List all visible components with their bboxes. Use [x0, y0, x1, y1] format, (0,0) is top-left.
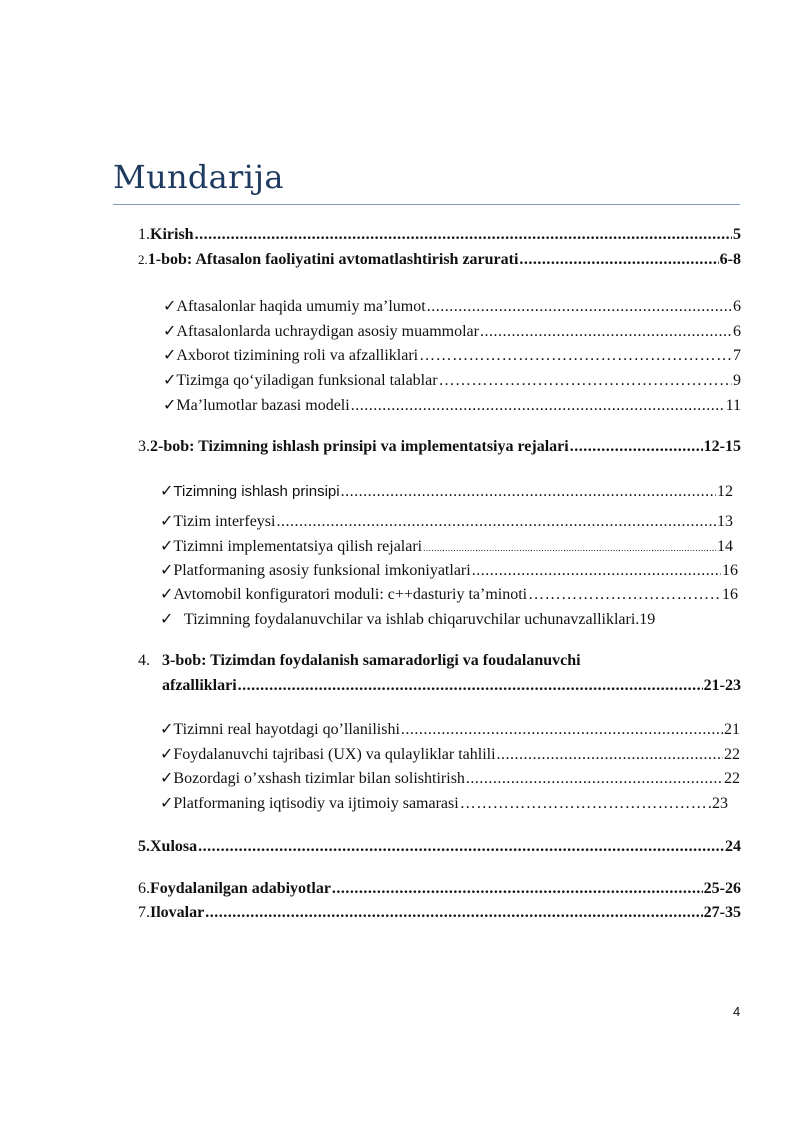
leader-dots: [460, 795, 711, 813]
leader-dots: [351, 397, 725, 415]
entry-page: 21-23: [703, 677, 741, 694]
toc-subentry[interactable]: [163, 345, 741, 365]
toc-subentry[interactable]: [160, 511, 733, 531]
entry-page: 16: [722, 562, 738, 579]
checkmark-icon: ✓: [160, 483, 174, 500]
leader-dots: [195, 226, 732, 244]
toc-subentry[interactable]: [160, 481, 733, 501]
leader-dots: [519, 251, 718, 269]
toc-subentry[interactable]: [163, 321, 741, 341]
entry-page: 27-35: [703, 904, 741, 921]
checkmark-icon: ✓: [160, 746, 174, 763]
checkmark-icon: ✓: [163, 347, 177, 364]
leader-dots: [423, 543, 716, 553]
entry-title: Tizimni real hayotdagi qo’llanilishi: [173, 721, 400, 738]
leader-dots: [427, 298, 732, 316]
entry-title: Xulosa: [150, 838, 198, 855]
entry-page: 6-8: [719, 251, 741, 268]
entry-page: 7: [733, 347, 741, 364]
entry-title: Aftasalonlarda uchraydigan asosiy muammolar: [176, 323, 479, 340]
entry-page: 6: [733, 298, 741, 315]
toc-subentry[interactable]: [160, 584, 738, 604]
entry-page: 25-26: [703, 880, 741, 897]
entry-number: 3.: [138, 438, 150, 455]
entry-title: Foydalanuvchi tajribasi (UX) va qulayliklar tahlili: [173, 746, 496, 763]
checkmark-icon: ✓: [160, 795, 174, 812]
entry-title: Kirish: [150, 226, 194, 243]
checkmark-icon: ✓: [160, 562, 174, 579]
entry-title: Tizimning foydalanuvchilar va ishlab chiqaruvchilar uchunavzalliklari.19: [184, 611, 656, 628]
entry-page: 12-15: [703, 438, 741, 455]
toc-entry-chapter-3[interactable]: [138, 652, 741, 670]
leader-dots: [276, 513, 716, 531]
entry-title: Aftasalonlar haqida umumiy ma’lumot: [176, 298, 426, 315]
leader-dots: [528, 586, 721, 604]
checkmark-icon: ✓: [160, 721, 174, 738]
checkmark-icon: ✓: [160, 611, 174, 628]
entry-page: 6: [733, 323, 741, 340]
entry-title: Bozordagi o’xshash tizimlar bilan solishtirish: [173, 770, 465, 787]
toc-entry-kirish[interactable]: [138, 226, 741, 244]
leader-dots: [205, 904, 702, 922]
toc-subentry[interactable]: [160, 536, 733, 556]
toc-entry-xulosa[interactable]: [138, 838, 741, 856]
toc-subentry[interactable]: [160, 793, 728, 813]
entry-title: Ma’lumotlar bazasi modeli: [176, 397, 350, 414]
entry-title: Avtomobil konfiguratori moduli: c++dasturiy ta’minoti: [173, 586, 528, 603]
entry-title: Ilovalar: [150, 904, 205, 921]
toc-entry-chapter-1[interactable]: [138, 251, 741, 269]
entry-page: 5: [733, 226, 741, 243]
toc-subentry[interactable]: [163, 296, 741, 316]
entry-number: 1.: [138, 226, 150, 243]
leader-dots: [466, 770, 723, 788]
entry-number: 2.: [138, 252, 148, 267]
toc-subentry[interactable]: [160, 609, 740, 629]
entry-page: 24: [725, 838, 741, 855]
leader-dots: [439, 372, 732, 390]
leader-dots: [497, 746, 723, 764]
entry-title: Platformaning iqtisodiy va ijtimoiy samarasi: [173, 795, 459, 812]
toc-entry-chapter-2[interactable]: [138, 438, 741, 456]
toc-subentry[interactable]: [163, 395, 741, 415]
entry-page: 13: [717, 513, 733, 530]
toc-entry-appendices[interactable]: [138, 904, 741, 922]
entry-number: 7.: [138, 904, 150, 921]
page-title: Mundarija: [113, 158, 284, 196]
entry-page: 23: [712, 795, 728, 812]
toc-subentry[interactable]: [160, 768, 740, 788]
leader-dots: [419, 347, 732, 365]
entry-title: Foydalanilgan adabiyotlar: [150, 880, 331, 897]
leader-dots: [332, 880, 703, 898]
leader-dots: [472, 562, 721, 580]
entry-title: 2-bob: Tizimning ishlash prinsipi va implementatsiya rejalari: [150, 438, 569, 455]
entry-page: 9: [733, 372, 741, 389]
leader-dots: [401, 721, 723, 739]
leader-dots: [570, 438, 703, 456]
entry-number: 4.: [138, 652, 150, 669]
page-number: 4: [733, 1004, 741, 1019]
toc-subentry[interactable]: [160, 744, 740, 764]
entry-page: 22: [724, 746, 740, 763]
entry-page: 12: [717, 483, 733, 500]
checkmark-icon: ✓: [163, 323, 177, 340]
entry-page: 16: [722, 586, 738, 603]
entry-title: Tizimni implementatsiya qilish rejalari: [173, 538, 423, 555]
toc-entry-chapter-3-cont[interactable]: [162, 677, 741, 695]
entry-title: Platformaning asosiy funksional imkoniyatlari: [173, 562, 471, 579]
entry-title: Tizimning ishlash prinsipi: [173, 483, 340, 500]
entry-page: 22: [724, 770, 740, 787]
entry-title: afzalliklari: [162, 677, 237, 694]
leader-dots: [341, 483, 716, 501]
leader-dots: [480, 323, 732, 341]
toc-entry-references[interactable]: [138, 880, 741, 898]
entry-title: 3-bob: Tizimdan foydalanish samaradorligi va foudalanuvchi: [162, 652, 581, 669]
entry-title: Tizimga qo‘yiladigan funksional talablar: [176, 372, 438, 389]
checkmark-icon: ✓: [160, 586, 174, 603]
entry-title: Tizim interfeysi: [173, 513, 276, 530]
leader-dots: [238, 677, 703, 695]
entry-title: 1-bob: Aftasalon faoliyatini avtomatlashtirish zarurati: [147, 251, 519, 268]
entry-number: 6.: [138, 880, 150, 897]
checkmark-icon: ✓: [163, 397, 177, 414]
entry-page: 11: [725, 397, 741, 414]
toc-subentry[interactable]: [160, 719, 740, 739]
entry-number: 5.: [138, 838, 150, 855]
checkmark-icon: ✓: [160, 770, 174, 787]
title-underline: [113, 204, 740, 205]
checkmark-icon: ✓: [160, 513, 174, 530]
toc-subentry[interactable]: [160, 560, 738, 580]
toc-subentry[interactable]: [163, 370, 741, 390]
entry-page: 14: [717, 538, 733, 555]
checkmark-icon: ✓: [163, 372, 177, 389]
checkmark-icon: ✓: [163, 298, 177, 315]
checkmark-icon: ✓: [160, 538, 174, 555]
entry-page: 21: [724, 721, 740, 738]
leader-dots: [198, 838, 724, 856]
entry-title: Axborot tizimining roli va afzalliklari: [176, 347, 419, 364]
